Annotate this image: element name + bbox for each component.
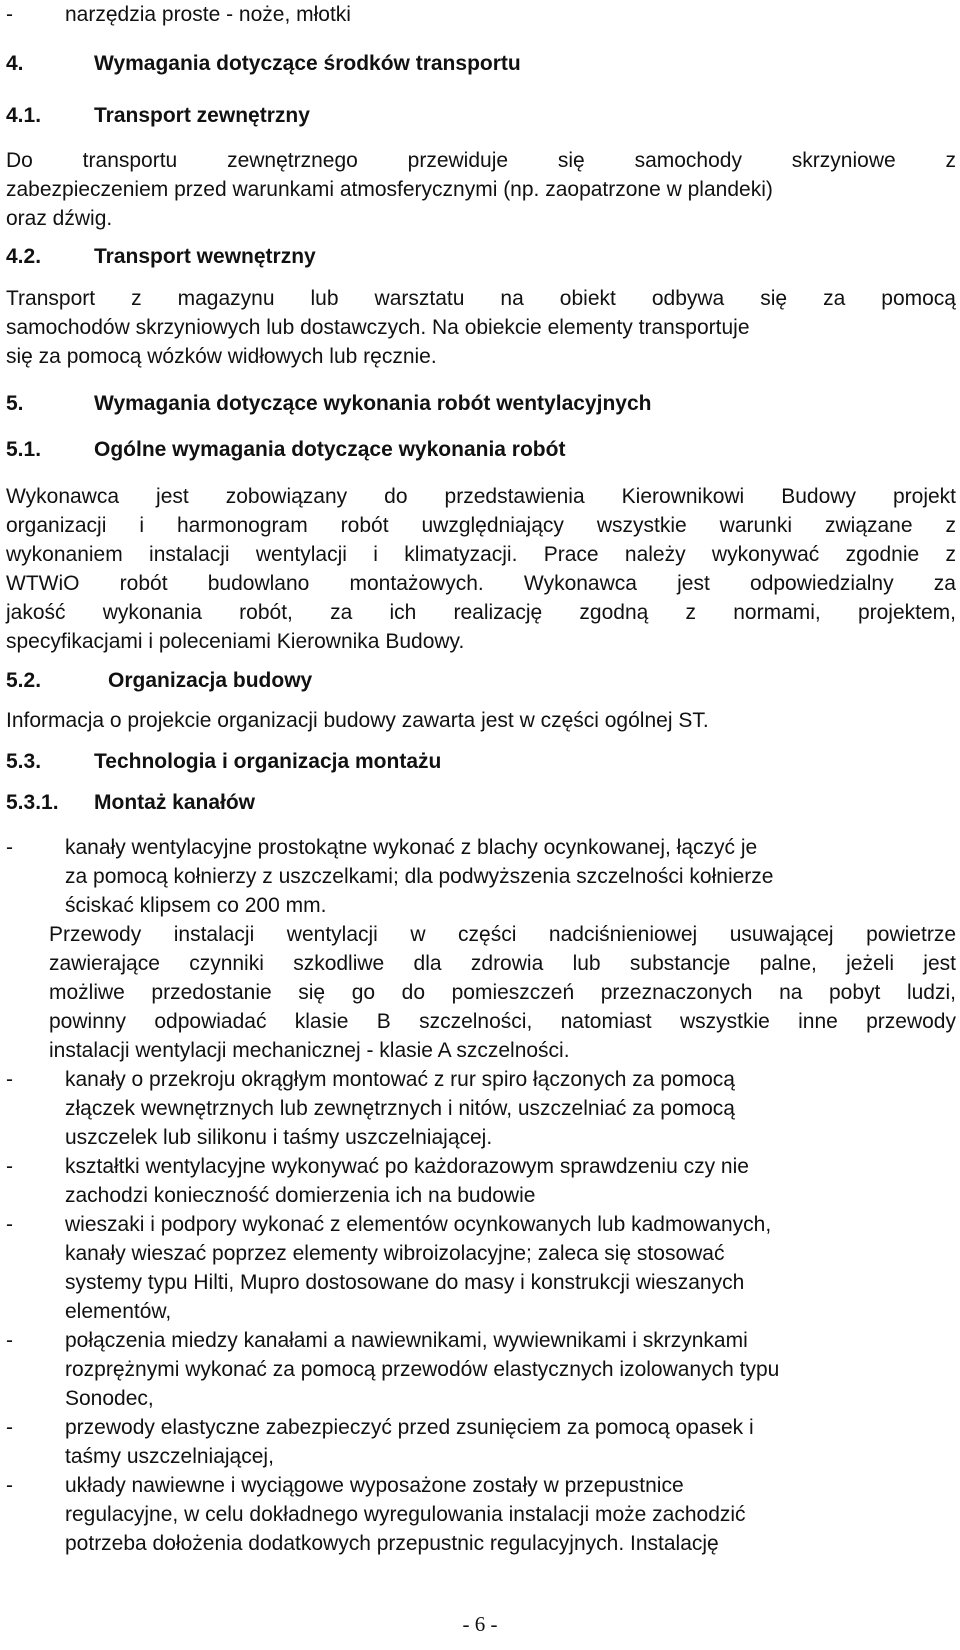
paragraph-line: wykonaniem instalacji wentylacji i klimatyzacji. Prace należy wykonywać zgodnie z (6, 543, 956, 566)
section-number: 4. (6, 52, 24, 75)
section-number: 5.3. (6, 750, 42, 773)
paragraph-line: Do transportu zewnętrznego przewiduje się samochody skrzyniowe z (6, 149, 956, 172)
paragraph-line: oraz dźwig. (6, 207, 113, 230)
bullet-dash: - (6, 1416, 13, 1439)
paragraph-line: Wykonawca jest zobowiązany do przedstawienia Kierownikowi Budowy projekt (6, 485, 956, 508)
list-item-text: kanały wieszać poprzez elementy wibroizolacyjne; zaleca się stosować (65, 1242, 725, 1265)
section-heading-5 (6, 389, 651, 418)
section-heading-4 (6, 49, 521, 78)
section-heading-5-3-1 (6, 788, 255, 817)
section-title: Transport wewnętrzny (94, 245, 316, 268)
section-heading-5-2 (6, 666, 312, 695)
list-item-text: Sonodec, (65, 1387, 154, 1410)
paragraph-line: Informacja o projekcie organizacji budowy zawarta jest w części ogólnej ST. (6, 709, 709, 732)
list-item-text: elementów, (65, 1300, 172, 1323)
paragraph-line: zabezpieczeniem przed warunkami atmosferycznymi (np. zaopatrzone w plandeki) (6, 178, 773, 201)
list-item-text: przewody elastyczne zabezpieczyć przed zsunięciem za pomocą opasek i (65, 1416, 754, 1439)
list-item-text: połączenia miedzy kanałami a nawiewnikami, wywiewnikami i skrzynkami (65, 1329, 748, 1352)
paragraph-line: możliwe przedostanie się go do pomieszczeń przeznaczonych na pobyt ludzi, (49, 981, 956, 1004)
section-heading-5-3 (6, 747, 441, 776)
bullet-dash: - (6, 1068, 13, 1091)
list-item-text: ściskać klipsem co 200 mm. (65, 894, 327, 917)
paragraph-line: powinny odpowiadać klasie B szczelności, natomiast wszystkie inne przewody (49, 1010, 956, 1033)
bullet-dash: - (6, 836, 13, 859)
list-item-text: regulacyjne, w celu dokładnego wyregulowania instalacji może zachodzić (65, 1503, 746, 1526)
list-item-text: złączek wewnętrznych lub zewnętrznych i nitów, uszczelniać za pomocą (65, 1097, 735, 1120)
list-item-text: wieszaki i podpory wykonać z elementów ocynkowanych lub kadmowanych, (65, 1213, 772, 1236)
list-item-text: narzędzia proste - noże, młotki (65, 3, 351, 26)
list-item-text: uszczelek lub silikonu i taśmy uszczelniającej. (65, 1126, 493, 1149)
section-title: Organizacja budowy (108, 669, 313, 692)
paragraph-line: organizacji i harmonogram robót uwzględniający wszystkie warunki związane z (6, 514, 956, 537)
paragraph-line: Transport z magazynu lub warsztatu na obiekt odbywa się za pomocą (6, 287, 956, 310)
list-item-text: taśmy uszczelniającej, (65, 1445, 274, 1468)
section-heading-4-2 (6, 242, 316, 271)
list-item-text: kanały wentylacyjne prostokątne wykonać z blachy ocynkowanej, łączyć je (65, 836, 758, 859)
section-number: 5.2. (6, 669, 42, 692)
bullet-dash: - (6, 1474, 13, 1497)
section-title: Wymagania dotyczące środków transportu (94, 52, 521, 75)
bullet-dash: - (6, 3, 13, 26)
paragraph-line: instalacji wentylacji mechanicznej - klasie A szczelności. (49, 1039, 570, 1062)
list-item-text: układy nawiewne i wyciągowe wyposażone zostały w przepustnice (65, 1474, 684, 1497)
bullet-dash: - (6, 1213, 13, 1236)
section-number: 5.3.1. (6, 791, 59, 814)
list-item-text: kształtki wentylacyjne wykonywać po każdorazowym sprawdzeniu czy nie (65, 1155, 749, 1178)
list-item-text: rozprężnymi wykonać za pomocą przewodów elastycznych izolowanych typu (65, 1358, 780, 1381)
list-item-text: potrzeba dołożenia dodatkowych przepustnic regulacyjnych. Instalację (65, 1532, 719, 1555)
bullet-dash: - (6, 1329, 13, 1352)
section-number: 4.1. (6, 104, 42, 127)
section-title: Wymagania dotyczące wykonania robót wentylacyjnych (94, 392, 652, 415)
section-heading-5-1 (6, 435, 565, 464)
section-title: Montaż kanałów (94, 791, 256, 814)
page-number: - 6 - (462, 1612, 498, 1636)
list-item-text: za pomocą kołnierzy z uszczelkami; dla podwyższenia szczelności kołnierze (65, 865, 774, 888)
section-title: Transport zewnętrzny (94, 104, 310, 127)
paragraph-line: się za pomocą wózków widłowych lub ręcznie. (6, 345, 437, 368)
paragraph-line: WTWiO robót budowlano montażowych. Wykonawca jest odpowiedzialny za (6, 572, 956, 595)
section-title: Ogólne wymagania dotyczące wykonania robót (94, 438, 566, 461)
paragraph-line: samochodów skrzyniowych lub dostawczych. Na obiekcie elementy transportuje (6, 316, 750, 339)
section-heading-4-1 (6, 101, 310, 130)
section-title: Technologia i organizacja montażu (94, 750, 442, 773)
paragraph-line: Przewody instalacji wentylacji w części nadciśnieniowej usuwającej powietrze (49, 923, 956, 946)
list-item-text: zachodzi konieczność domierzenia ich na budowie (65, 1184, 536, 1207)
section-number: 5. (6, 392, 24, 415)
paragraph-line: zawierające czynniki szkodliwe dla zdrowia lub substancje palne, jeżeli jest (49, 952, 956, 975)
bullet-dash: - (6, 1155, 13, 1178)
section-number: 4.2. (6, 245, 42, 268)
paragraph-line: jakość wykonania robót, za ich realizację zgodną z normami, projektem, (6, 601, 956, 624)
list-item-text: systemy typu Hilti, Mupro dostosowane do masy i konstrukcji wieszanych (65, 1271, 745, 1294)
section-number: 5.1. (6, 438, 42, 461)
paragraph-line: specyfikacjami i poleceniami Kierownika Budowy. (6, 630, 465, 653)
list-item-text: kanały o przekroju okrągłym montować z rur spiro łączonych za pomocą (65, 1068, 735, 1091)
